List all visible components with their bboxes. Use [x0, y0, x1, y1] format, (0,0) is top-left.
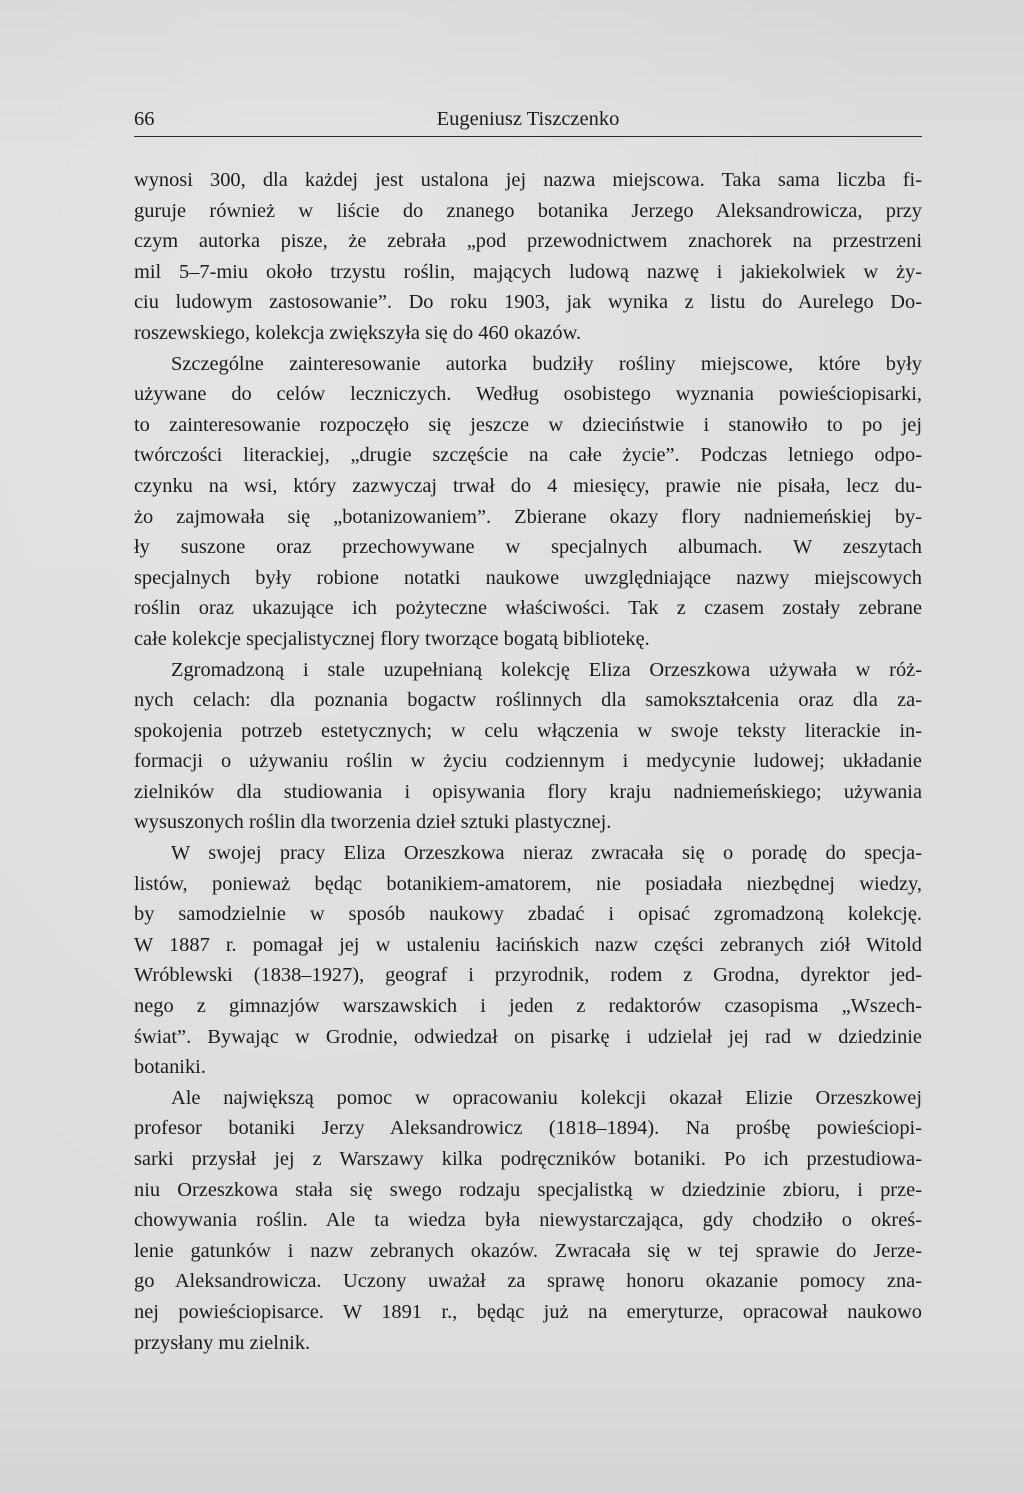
text-line: formacji o używaniu roślin w życiu codziennym i medycynie ludowej; układanie [134, 750, 922, 773]
text-line: wynosi 300, dla każdej jest ustalona jej nazwa miejscowa. Taka sama liczba fi- [134, 169, 922, 191]
text-line: botaniki. [134, 1056, 206, 1079]
text-line: zielników dla studiowania i opisywania flory kraju nadniemeńskiego; używania [134, 780, 922, 803]
text-line: to zainteresowanie rozpoczęło się jeszcze w dzieciństwie i stanowiło to po jej [134, 413, 922, 436]
page-header [134, 106, 922, 137]
text-line: lenie gatunków i nazw zebranych okazów. Zwracała się w tej sprawie do Jerze- [134, 1239, 922, 1262]
text-line: profesor botaniki Jerzy Aleksandrowicz (1818–1894). Na prośbę powieściopi- [134, 1117, 922, 1140]
text-line: W swojej pracy Eliza Orzeszkowa nieraz zwracała się o poradę do specja- [171, 842, 922, 865]
text-line: wysuszonych roślin dla tworzenia dzieł sztuki plastycznej. [134, 811, 612, 834]
text-line: W 1887 r. pomagał jej w ustaleniu łacińskich nazw części zebranych ziół Witold [134, 933, 922, 956]
text-line: by samodzielnie w sposób naukowy zbadać i opisać zgromadzoną kolekcję. [134, 903, 922, 926]
text-line: ciu ludowym zastosowanie”. Do roku 1903, jak wynika z listu do Aurelego Do- [134, 291, 922, 314]
text-line: Szczególne zainteresowanie autorka budziły rośliny miejscowe, które były [171, 352, 922, 375]
text-line: nej powieściopisarce. W 1891 r., będąc już na emeryturze, opracował naukowo [134, 1300, 922, 1323]
text-line: niu Orzeszkowa stała się swego rodzaju specjalistką w dziedzinie zbioru, i prze- [134, 1178, 922, 1201]
body-text [134, 165, 922, 1358]
text-line: Ale największą pomoc w opracowaniu kolekcji okazał Elizie Orzeszkowej [171, 1086, 922, 1109]
text-line: świat”. Bywając w Grodnie, odwiedzał on pisarkę i udzielał jej rad w dziedzinie [134, 1025, 922, 1048]
text-line: ły suszone oraz przechowywane w specjalnych albumach. W zeszytach [134, 536, 922, 559]
text-line: specjalnych były robione notatki naukowe uwzględniające nazwy miejscowych [134, 566, 922, 589]
text-line: listów, ponieważ będąc botanikiem-amatorem, nie posiadała niezbędnej wiedzy, [134, 872, 922, 895]
text-line: czym autorka pisze, że zebrała „pod przewodnictwem znachorek na przestrzeni [134, 230, 922, 253]
text-line: czynku na wsi, który zazwyczaj trwał do 4 miesięcy, prawie nie pisała, lecz du- [134, 474, 922, 497]
running-head: Eugeniusz Tiszczenko [436, 108, 620, 130]
text-line: spokojenia potrzeb estetycznych; w celu włączenia w swoje teksty literackie in- [134, 719, 922, 742]
text-line: przysłany mu zielnik. [134, 1331, 311, 1354]
text-line: twórczości literackiej, „drugie szczęście na całe życie”. Podczas letniego odpo- [134, 444, 922, 467]
text-line: guruje również w liście do znanego botanika Jerzego Aleksandrowicza, przy [134, 199, 922, 222]
text-line: go Aleksandrowicza. Uczony uważał za sprawę honoru okazanie pomocy zna- [134, 1270, 922, 1293]
text-line: Wróblewski (1838–1927), geograf i przyrodnik, rodem z Grodna, dyrektor jed- [134, 964, 922, 987]
text-line: żo zajmowała się „botanizowaniem”. Zbierane okazy flory nadniemeńskiej by- [134, 505, 922, 528]
page-number: 66 [134, 108, 155, 130]
text-line: Zgromadzoną i stale uzupełnianą kolekcję Eliza Orzeszkowa używała w róż- [171, 658, 922, 681]
text-line: mil 5–7-miu około trzystu roślin, mających ludową nazwę i jakiekolwiek w ży- [134, 260, 922, 283]
text-line: chowywania roślin. Ale ta wiedza była niewystarczająca, gdy chodziło o okreś- [134, 1209, 922, 1232]
text-line: roszewskiego, kolekcja zwiększyła się do 460 okazów. [134, 321, 582, 344]
text-line: używane do celów leczniczych. Według osobistego wyznania powieściopisarki, [134, 383, 922, 406]
text-line: sarki przysłał jej z Warszawy kilka podręczników botaniki. Po ich przestudiowa- [134, 1148, 922, 1170]
text-line: roślin oraz ukazujące ich pożyteczne właściwości. Tak z czasem zostały zebrane [134, 597, 922, 620]
text-line: nych celach: dla poznania bogactw roślinnych dla samokształcenia oraz dla za- [134, 689, 922, 712]
text-line: nego z gimnazjów warszawskich i jeden z redaktorów czasopisma „Wszech- [134, 995, 922, 1018]
text-line: całe kolekcje specjalistycznej flory tworzące bogatą bibliotekę. [134, 627, 650, 650]
